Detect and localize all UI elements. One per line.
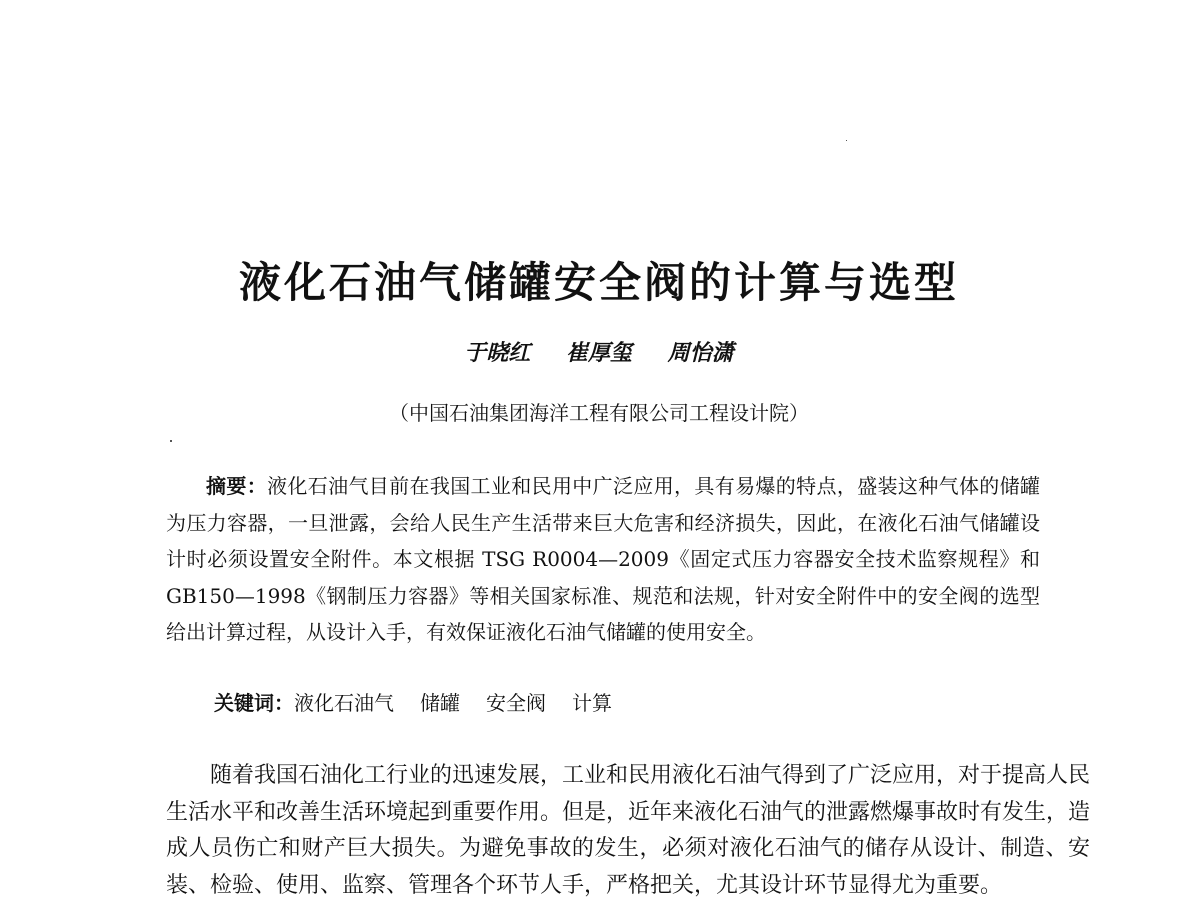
abstract-text: 液化石油气目前在我国工业和民用中广泛应用，具有易爆的特点，盛装这种气体的储罐为压力容器，一旦泄露，会给人民生产生活带来巨大危害和经济损失，因此，在液化石油气储罐设计时必须设置安全附件。本文根据 TSG R0004—2009《固定式压力容器安全技术监察规程》和 GB150—1998《钢制压力容器》等相关国家标准、规范和法规，针对安全附件中的安全阀的选型给出计算过程，从设计入手，有效保证液化石油气储罐的使用安全。 [166, 474, 1041, 645]
keyword: 储罐 [420, 691, 460, 715]
author-name: 崔厚玺 [565, 340, 632, 366]
keywords [214, 686, 1034, 720]
author-name: 周怡潇 [667, 340, 734, 366]
body-paragraph: 随着我国石油化工行业的迅速发展，工业和民用液化石油气得到了广泛应用，对于提高人民生活水平和改善生活环境起到重要作用。但是，近年来液化石油气的泄露燃爆事故时有发生，造成人员伤亡和财产巨大损失。为避免事故的发生，必须对液化石油气的储存从设计、制造、安装、检验、使用、监察、管理各个环节人手，严格把关，尤其设计环节显得尤为重要。 [166, 763, 1091, 898]
author-list [0, 336, 1198, 370]
keyword: 液化石油气 [294, 691, 394, 715]
abstract [166, 468, 1040, 651]
paper-title: 液化石油气储罐安全阀的计算与选型 [238, 258, 959, 307]
author-name: 于晓红 [464, 340, 531, 366]
author-affiliation: （中国石油集团海洋工程有限公司工程设计院） [389, 401, 809, 425]
keyword: 安全阀 [486, 691, 546, 715]
keywords-label: 关键词： [214, 691, 294, 715]
scan-speck [846, 140, 847, 141]
scan-speck [170, 440, 172, 442]
abstract-label: 摘要： [206, 474, 268, 498]
keyword: 计算 [572, 691, 612, 715]
